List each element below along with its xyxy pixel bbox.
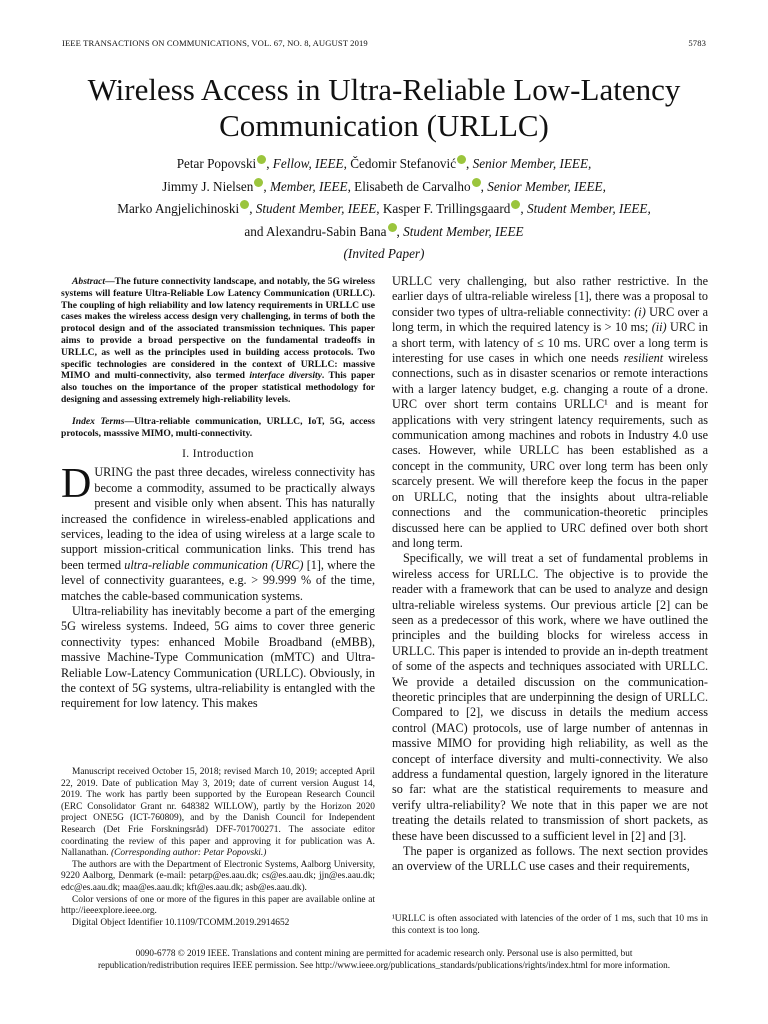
journal-info: IEEE TRANSACTIONS ON COMMUNICATIONS, VOL. 67, NO. 8, AUGUST 2019	[62, 38, 368, 48]
left-column	[61, 276, 375, 712]
body-paragraph-3: The paper is organized as follows. The next section provides an overview of the URLLC use cases and their requirements,	[392, 844, 708, 874]
paper-title	[0, 72, 768, 144]
invited-paper-note: (Invited Paper)	[343, 246, 425, 262]
footnote-1: ¹URLLC is often associated with latencies of the order of 1 ms, such that 10 ms in this context is too long.	[392, 914, 708, 936]
page-number: 5783	[688, 38, 706, 48]
author-role: Student Member, IEEE	[403, 223, 524, 239]
abstract: Abstract—The future connectivity landscape, and notably, the 5G wireless systems will feature Ultra-Reliable Low Latency Communication (URLLC). The coupling of high reliability and low latency requirements in URLLC use cases makes the wireless access design very challenging, in terms of both the protocol design and of the associated transmission techniques. This paper aims to provide a broad perspective on the fundamental tradeoffs in URLLC, as well as the principles used in building access protocols. Two specific technologies are considered in the context of URLLC: massive MIMO and multi-connectivity, also termed interface diversity. This paper also touches on the importance of the proper statistical methodology for designing and assessing extremely high-reliability levels.	[61, 276, 375, 405]
orcid-icon[interactable]	[254, 178, 263, 187]
drop-cap: D	[61, 461, 92, 508]
author-line-3: Marko Angjelichinoski , Student Member, IEEE, Kasper F. Trillingsgaard , Student Member, IEEE,	[117, 201, 651, 217]
title-line-1: Wireless Access in Ultra-Reliable Low-Latency	[87, 72, 681, 107]
author-list	[0, 153, 768, 266]
index-terms-label: Index Terms	[72, 415, 125, 427]
abstract-label: Abstract	[72, 276, 106, 287]
running-header	[62, 38, 706, 48]
author-name: Marko Angjelichinoski	[117, 201, 240, 217]
author-name: Elisabeth de Carvalho	[354, 178, 471, 194]
author-role: Senior Member, IEEE,	[472, 156, 592, 171]
orcid-icon[interactable]	[472, 178, 481, 187]
author-name: Jimmy J. Nielsen	[162, 178, 254, 194]
manuscript-note: Manuscript received October 15, 2018; revised March 10, 2019; accepted April 22, 2019. Date of publication May 3, 2019; date of current version August 14, 2019. The work has partly been supported by the European Research Council (ERC Consolidator Grant nr. 648382 WILLOW), partly by the Horizon 2020 project ONE5G (ICT-760809), and by the Danish Council for Independent Research (Det Frie Forskningsråd) DFF-701700271. The associate editor coordinating the review of this paper and approving it for publication was A. Nallanathan. (Corresponding author: Petar Popovski.)	[61, 767, 375, 859]
author-role: Student Member, IEEE	[255, 201, 377, 217]
author-role: Senior Member, IEEE,	[487, 178, 606, 194]
orcid-icon[interactable]	[240, 200, 249, 209]
doi-note: Digital Object Identifier 10.1109/TCOMM.2019.2914652	[72, 917, 290, 928]
author-line-2: Jimmy J. Nielsen , Member, IEEE, Elisabeth de Carvalho , Senior Member, IEEE,	[162, 178, 606, 194]
author-line-1: Petar Popovski , Fellow, IEEE, Čedomir Stefanović , Senior Member, IEEE,	[176, 156, 592, 171]
index-terms: Index Terms—Ultra-reliable communication, URLLC, IoT, 5G, access protocols, masssive MIMO, multi-connectivity.	[61, 415, 375, 439]
author-role: Student Member, IEEE,	[527, 201, 651, 217]
orcid-icon[interactable]	[511, 200, 520, 209]
author-line-4: and Alexandru-Sabin Bana , Student Member, IEEE	[244, 223, 524, 239]
orcid-icon[interactable]	[457, 155, 466, 164]
body-paragraph-2: Specifically, we will treat a set of fundamental problems in wireless access for URLLC. The objective is to provide the reader with a framework that can be used to analyze and design ultra-reliable wireless systems. Our previous article [2] can be seen as a predecessor of this work, where we have outlined the principles and the building blocks for wireless access in URLLC. This paper is intended to provide an in-depth treatment of some of the aspects and techniques associated with URLLC. We provide a detailed discussion on the communication-theoretic principles that are underpinning the design of URLLC. Compared to [2], we discuss in details the medium access control (MAC) protocols, use of large number of antennas in massive MIMO for providing high reliability, as well as the concept of interface diversity and multi-connectivity. We also address a fundamental question, largely ignored in the literature so far: what are the statistical requirements to measure and verify ultra-reliability? We note that in this paper we are not treating the details related to transmission of short packets, as these have been discussed to a sufficient level in [2] and [3].	[392, 551, 708, 843]
author-name: Čedomir Stefanović	[350, 156, 457, 171]
body-paragraph-1: URLLC very challenging, but also rather restrictive. In the earlier days of ultra-reliable wireless [1], there was a proposal to consider two types of ultra-reliable connectivity: (i) URC over a long term, in which the required latency is > 10 ms; (ii) URC in a short term, with latency of ≤ 10 ms. URC over a long term is interesting for use cases in which one needs resilient wireless connections, such as in disaster scenarios or remote interactions with a larger latency budget, e.g. changing a route of a drone. URC over short term contains URLLC¹ and is meant for applications with very stringent latency requirements, such as communication among machines and robots in Industry 4.0 use cases. However, while URLLC has been established as a concept in the community, URC over long term has been only scarcely present. We will therefore keep the focus in the paper on URLLC, noting that the insights about ultra-reliable connections and the communication-theoretic principles discussed here can be applied to URC defined over both short and long term.	[392, 274, 709, 550]
intro-paragraph-1: DURING the past three decades, wireless connectivity has become a commodity, assumed to be practically always present and visible only when absent. This has naturally increased the confidence in wireless-enabled applications and services, leading to the idea of using wireless at a large scale to support mission-critical communication links. This trend has been termed ultra-reliable communication (URC) [1], where the level of connectivity guarantees, e.g. > 99.999 % of the time, matches the cable-based communication systems.	[61, 461, 376, 603]
intro-paragraph-2: Ultra-reliability has inevitably become a part of the emerging 5G wireless systems. Indeed, 5G aims to cover three generic connectivity types: enhanced Mobile Broadband (eMBB), massive Machine-Type Communication (mMTC) and Ultra-Reliable Low-Latency Communication (URLLC). Obviously, in the context of 5G systems, ultra-reliability is entangled with the requirement for low latency. This makes	[61, 604, 375, 711]
author-role: Fellow, IEEE	[272, 156, 344, 171]
color-note: Color versions of one or more of the figures in this paper are available online at http://ieeexplore.ieee.org.	[61, 894, 375, 917]
title-line-2: Communication (URLLC)	[219, 108, 549, 143]
orcid-icon[interactable]	[388, 223, 397, 232]
author-name: and Alexandru-Sabin Bana	[244, 223, 387, 239]
title-footnote	[61, 767, 375, 929]
affiliation-note: The authors are with the Department of Electronic Systems, Aalborg University, 9220 Aalborg, Denmark (e-mail: petarp@es.aau.dk; cs@es.aau.dk; jjn@es.aau.dk; edc@es.aau.dk; maa@es.aau.dk; kft@es.aau.dk; asb@es.aau.dk).	[61, 859, 375, 893]
author-role: Member, IEEE	[269, 178, 348, 194]
orcid-icon[interactable]	[257, 155, 266, 164]
copyright-notice: 0090-6778 © 2019 IEEE. Translations and content mining are permitted for academic research only. Personal use is also permitted, but republication/redistribution requires IEEE permission. See http://www.ieee.org/publications_standards/publications/rights/index.html for more information.	[97, 948, 671, 970]
author-name: Petar Popovski	[176, 156, 257, 171]
right-column	[392, 274, 708, 875]
author-name: Kasper F. Trillingsgaard	[382, 201, 511, 217]
section-heading: I. Introduction	[182, 448, 254, 461]
